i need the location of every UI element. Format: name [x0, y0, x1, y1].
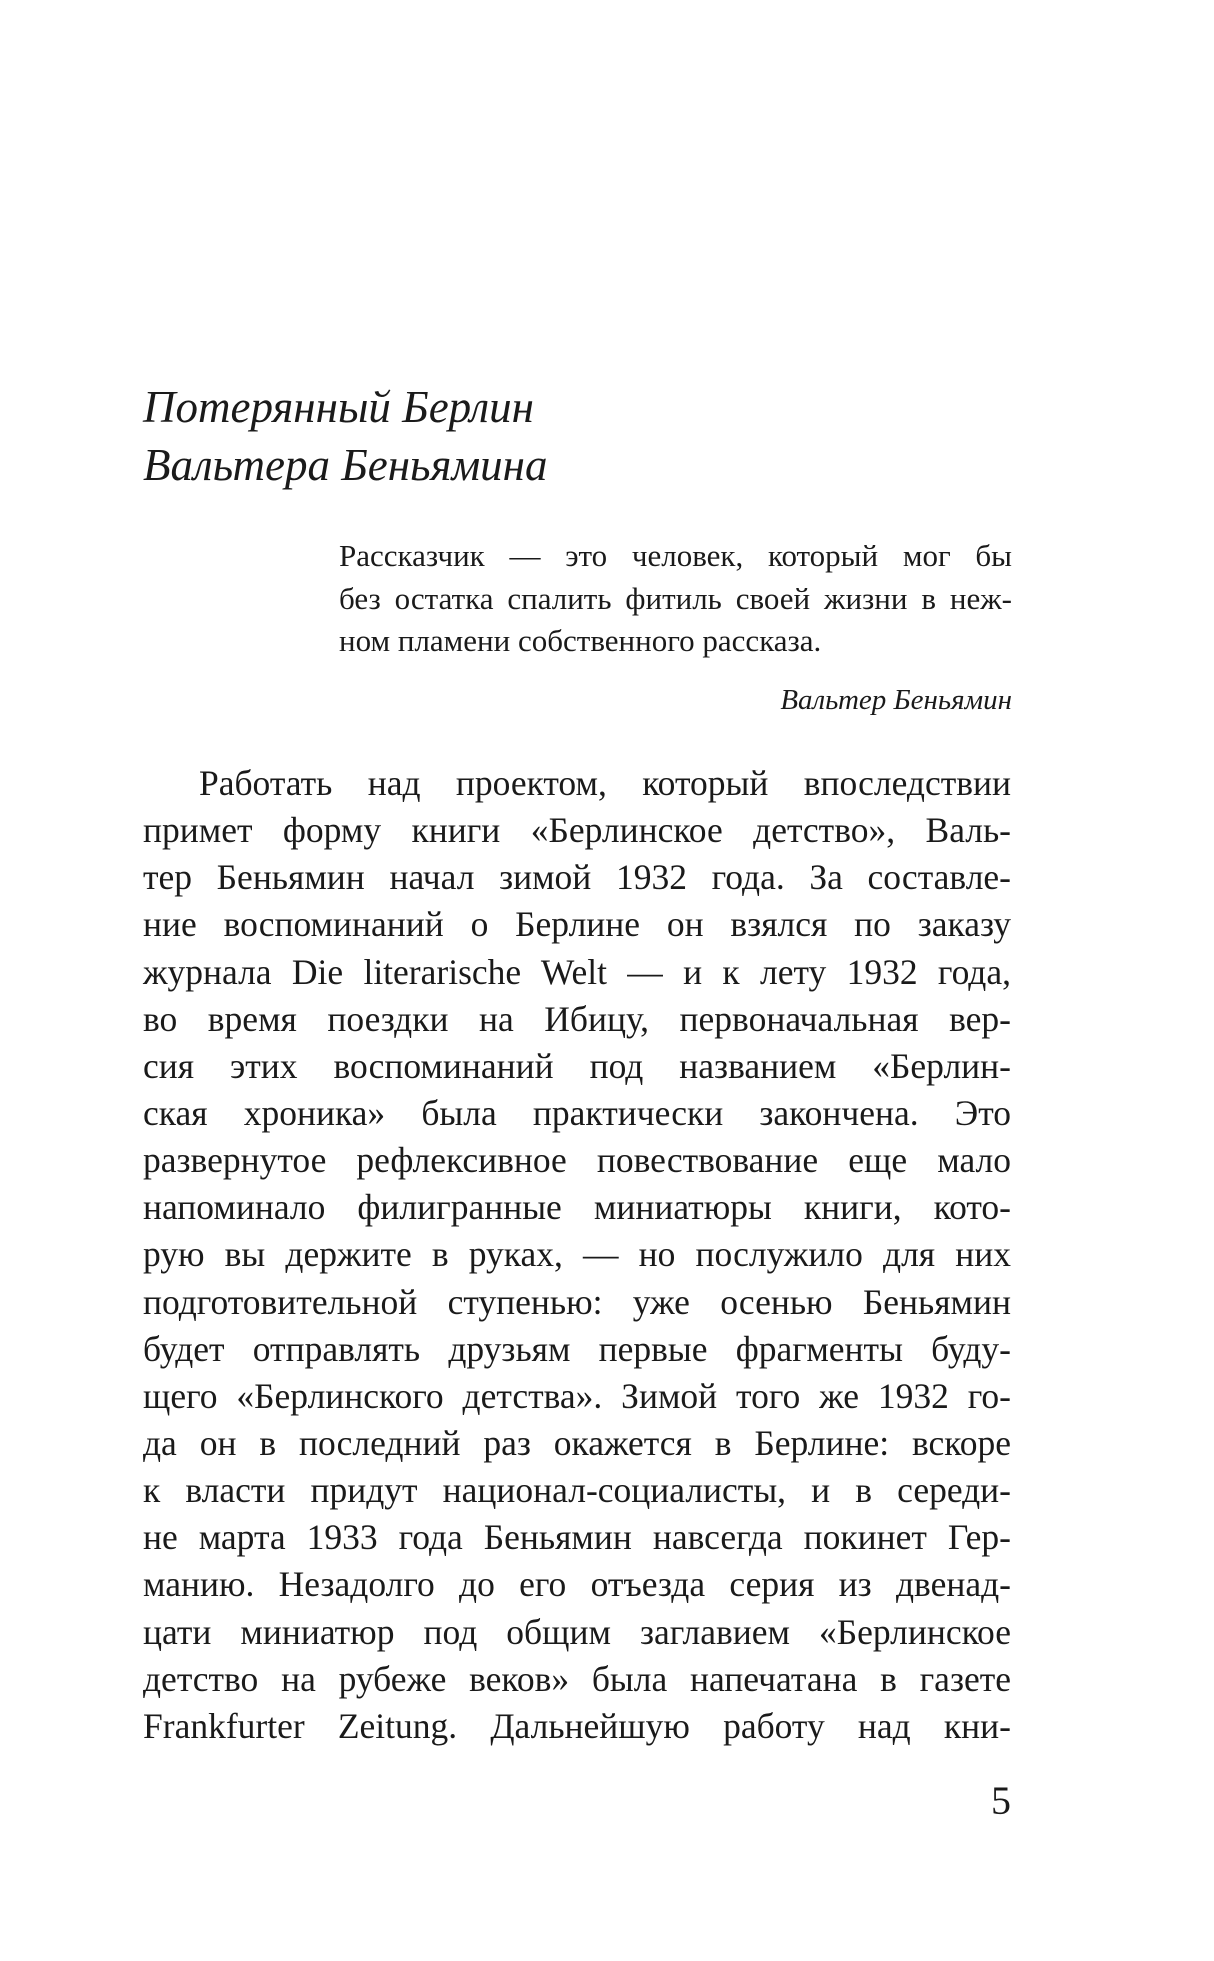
body-line: не марта 1933 года Беньямин навсегда покинет Гер-	[143, 1517, 1011, 1558]
epigraph-line: без остатка спалить фитиль своей жизни в неж-	[339, 580, 1012, 616]
body-line: примет форму книги «Берлинское детство», Валь-	[143, 810, 1011, 851]
body-line: журнала Die literarische Welt — и к лету 1932 года,	[143, 951, 1011, 992]
body-line: манию. Незадолго до его отъезда серия из двенад-	[143, 1564, 1011, 1605]
body-line: ская хроника» была практически закончена. Это	[143, 1092, 1011, 1133]
body-line: напоминало филигранные миниатюры книги, кото-	[143, 1187, 1011, 1228]
body-line: рую вы держите в руках, — но послужило для них	[143, 1234, 1011, 1275]
epigraph	[339, 535, 1012, 663]
epigraph-line: Рассказчик — это человек, который мог бы	[339, 538, 1012, 573]
body-line: развернутое рефлексивное повествование еще мало	[143, 1140, 1011, 1181]
body-line: ние воспоминаний о Берлине он взялся по заказу	[143, 904, 1011, 945]
body-line: Работать над проектом, который впоследствии	[199, 763, 1011, 803]
chapter-title-line-1: Потерянный Берлин	[143, 382, 534, 432]
chapter-title	[143, 378, 548, 494]
body-line: сия этих воспоминаний под названием «Берлин-	[143, 1045, 1011, 1086]
body-paragraph	[143, 760, 1011, 1750]
body-line: будет отправлять друзьям первые фрагменты буду-	[143, 1328, 1011, 1369]
body-line: во время поездки на Ибицу, первоначальная вер-	[143, 998, 1011, 1039]
body-line: подготовительной ступенью: уже осенью Беньямин	[143, 1281, 1011, 1322]
body-line: к власти придут национал-социалисты, и в середи-	[143, 1470, 1011, 1511]
epigraph-line: ном пламени собственного рассказа.	[339, 623, 822, 658]
body-line: да он в последний раз окажется в Берлине: вскоре	[143, 1422, 1011, 1463]
chapter-title-line-2: Вальтера Беньямина	[143, 440, 548, 490]
page-number: 5	[991, 1778, 1011, 1823]
body-line: детство на рубеже веков» была напечатана в газете	[143, 1658, 1011, 1699]
body-line: цати миниатюр под общим заглавием «Берлинское	[143, 1611, 1011, 1652]
body-line: тер Беньямин начал зимой 1932 года. За составле-	[143, 857, 1011, 898]
body-line: Frankfurter Zeitung. Дальнейшую работу над кни-	[143, 1705, 1011, 1746]
epigraph-author: Вальтер Беньямин	[780, 684, 1012, 716]
body-line: щего «Берлинского детства». Зимой того же 1932 го-	[143, 1375, 1011, 1416]
